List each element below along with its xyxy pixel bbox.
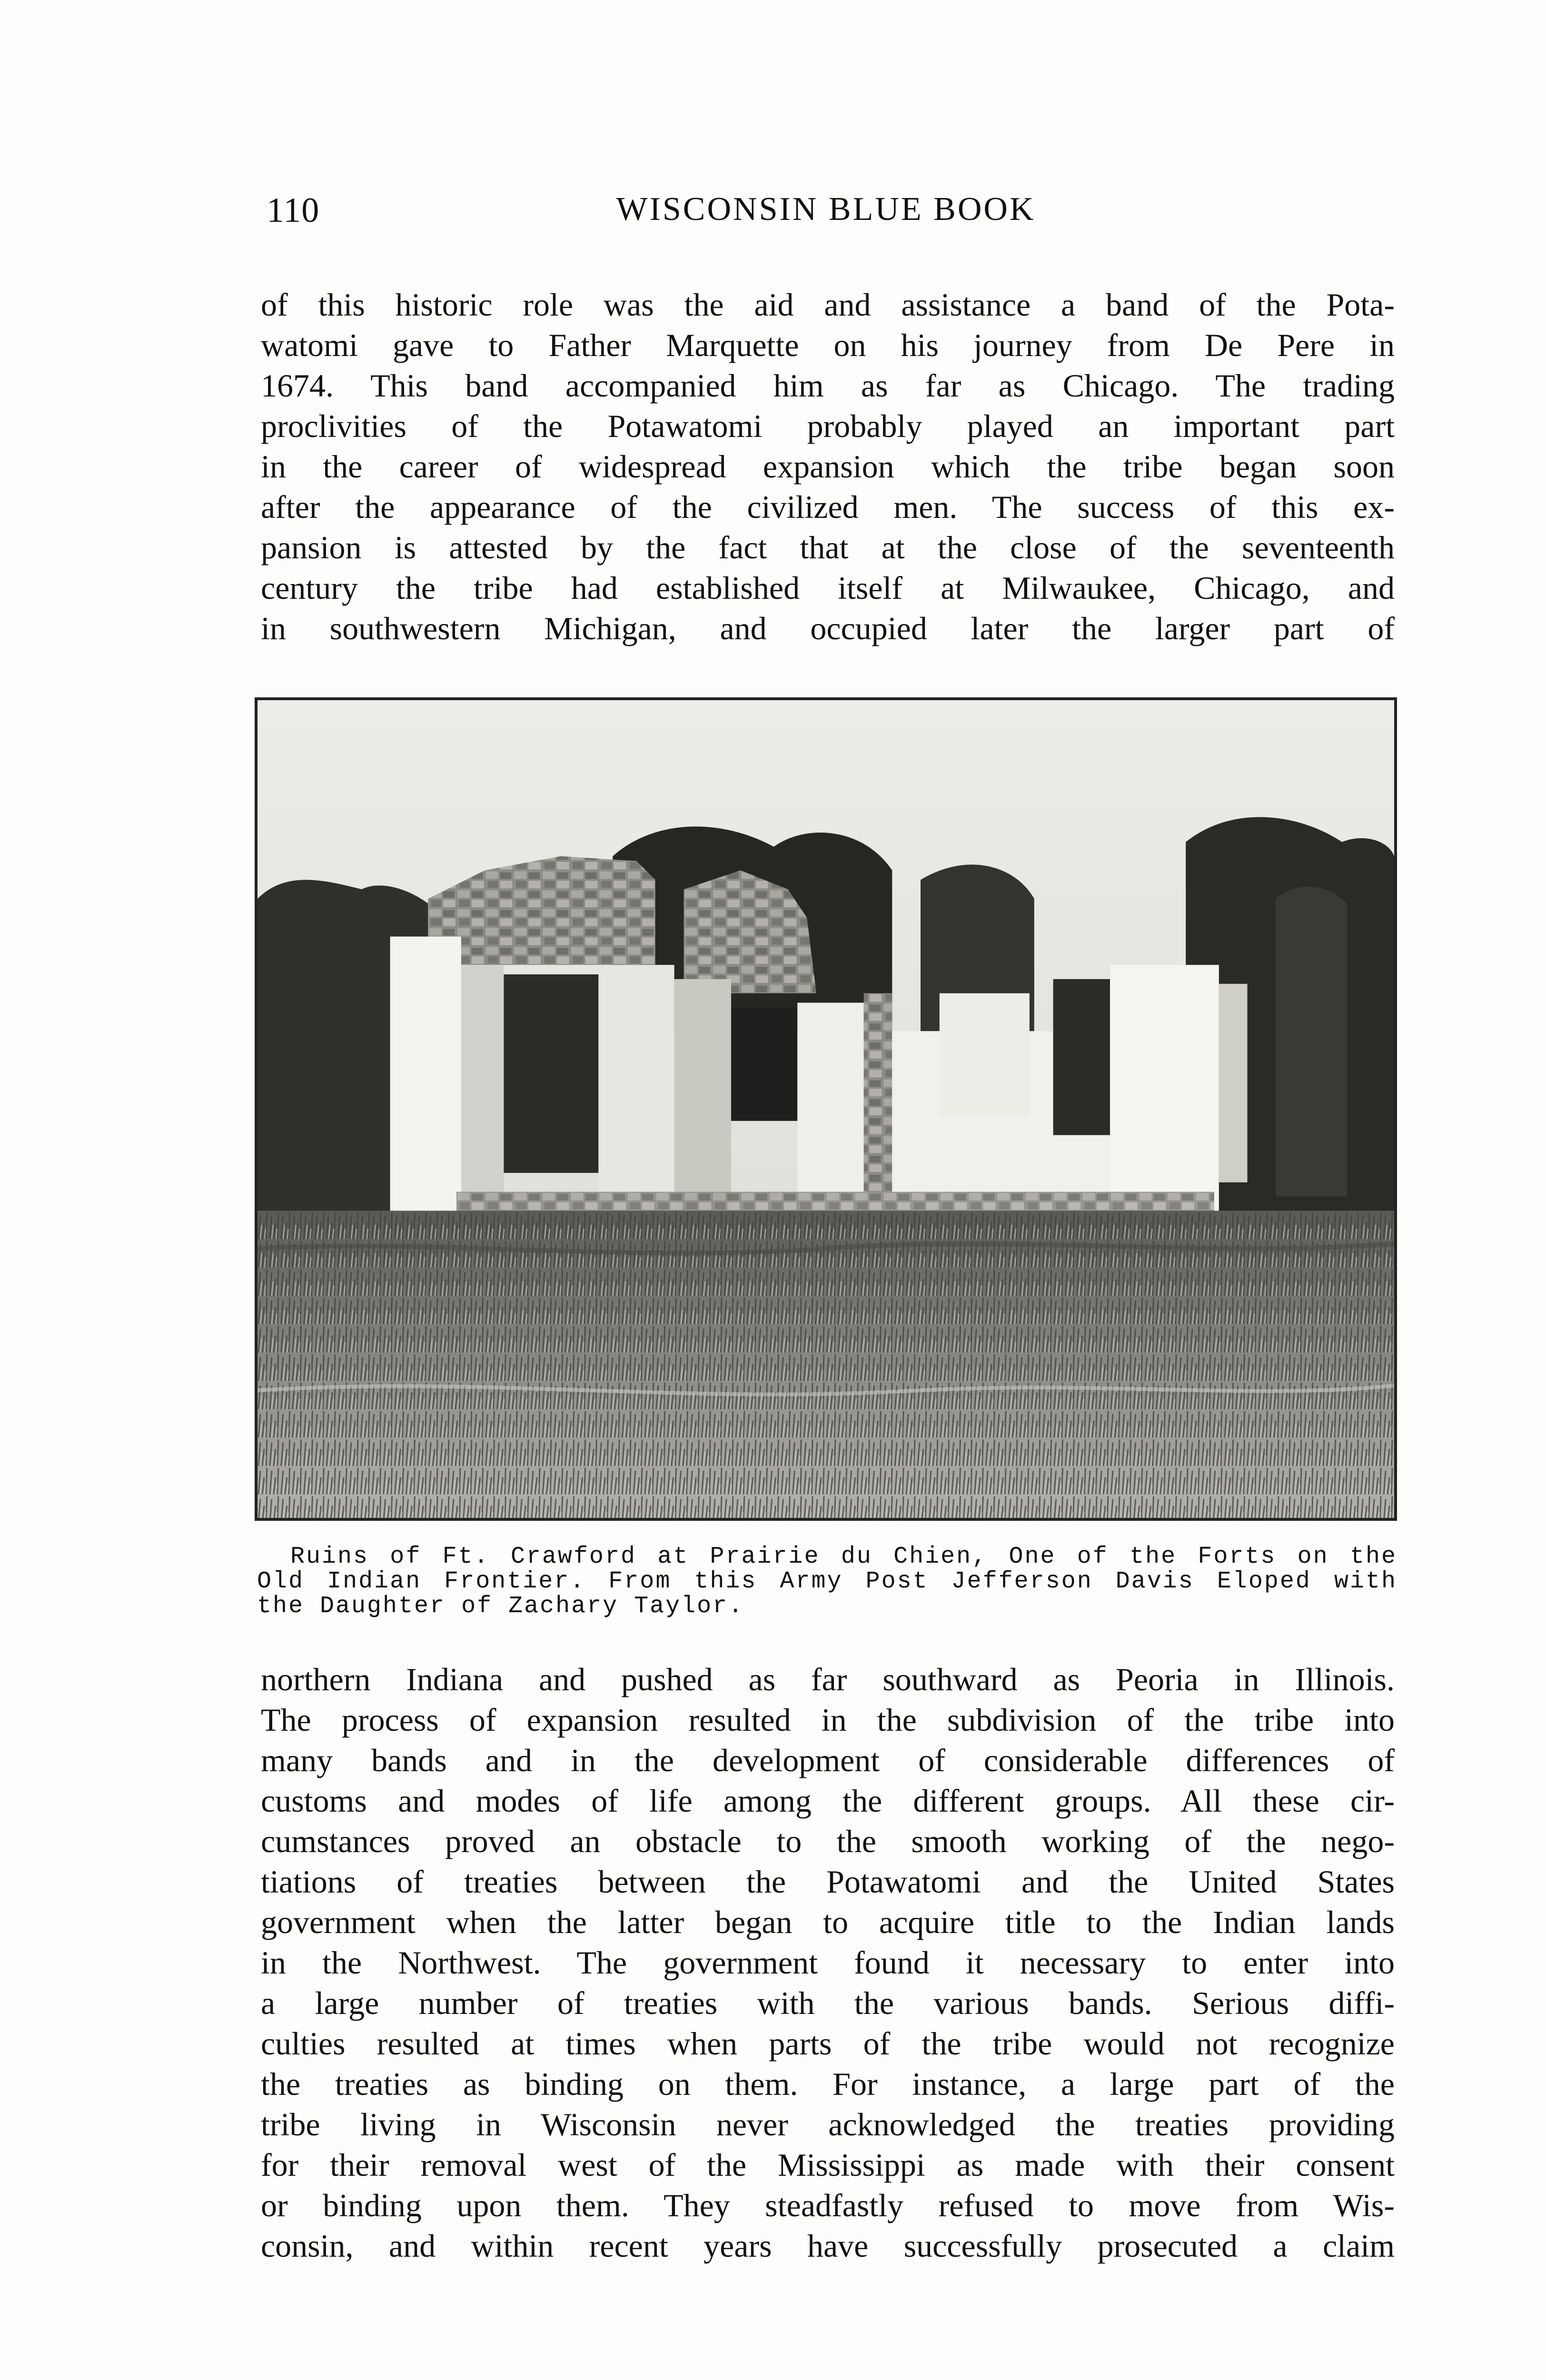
text-line: of this historic role was the aid and assistance a band of the Pota- (261, 287, 1395, 323)
caption-line: the Daughter of Zachary Taylor. (257, 1593, 744, 1620)
text-line: northern Indiana and pushed as far southward as Peoria in Illinois. (261, 1661, 1395, 1697)
text-line: proclivities of the Potawatomi probably played an important part (261, 408, 1395, 444)
text-line: or binding upon them. They steadfastly refused to move from Wis- (261, 2187, 1395, 2223)
paragraph-top (261, 285, 1395, 649)
text-line: the treaties as binding on them. For instance, a large part of the (261, 2066, 1395, 2102)
text-line: a large number of treaties with the various bands. Serious diffi- (261, 1985, 1395, 2021)
text-line: tribe living in Wisconsin never acknowledged the treaties providing (261, 2106, 1395, 2142)
page-number: 110 (267, 191, 320, 230)
text-line: in the career of widespread expansion which the tribe began soon (261, 448, 1395, 485)
text-line: 1674. This band accompanied him as far as Chicago. The trading (261, 367, 1395, 404)
text-line: government when the latter began to acquire title to the Indian lands (261, 1904, 1395, 1940)
text-line: pansion is attested by the fact that at the close of the seventeenth (261, 529, 1395, 565)
text-line: cumstances proved an obstacle to the smooth working of the nego- (261, 1823, 1395, 1859)
text-line: century the tribe had established itself at Milwaukee, Chicago, and (261, 570, 1395, 606)
caption-line: Old Indian Frontier. From this Army Post Jefferson Davis Eloped with (257, 1568, 1397, 1595)
text-line: consin, and within recent years have successfully prosecuted a claim (261, 2228, 1395, 2264)
figure-caption (257, 1545, 1397, 1619)
text-line: The process of expansion resulted in the subdivision of the tribe into (261, 1702, 1395, 1738)
text-line: for their removal west of the Mississippi as made with their consent (261, 2147, 1395, 2183)
running-title: WISCONSIN BLUE BOOK (616, 191, 1036, 228)
text-line: tiations of treaties between the Potawatomi and the United States (261, 1864, 1395, 1900)
text-line: in the Northwest. The government found it necessary to enter into (261, 1944, 1395, 1981)
text-line: watomi gave to Father Marquette on his journey from De Pere in (261, 327, 1395, 363)
text-line: in southwestern Michigan, and occupied later the larger part of (261, 610, 1395, 646)
caption-line: Ruins of Ft. Crawford at Prairie du Chien, One of the Forts on the (290, 1543, 1397, 1570)
page-header (257, 190, 1395, 243)
text-line: customs and modes of life among the different groups. All these cir- (261, 1783, 1395, 1819)
fort-ruins-photo (255, 697, 1397, 1521)
text-line: after the appearance of the civilized men. The success of this ex- (261, 489, 1395, 525)
paragraph-bottom (261, 1659, 1395, 2266)
text-line: culties resulted at times when parts of the tribe would not recognize (261, 2025, 1395, 2062)
fort-ruins-illustration (258, 700, 1394, 1518)
text-line: many bands and in the development of considerable differences of (261, 1742, 1395, 1778)
